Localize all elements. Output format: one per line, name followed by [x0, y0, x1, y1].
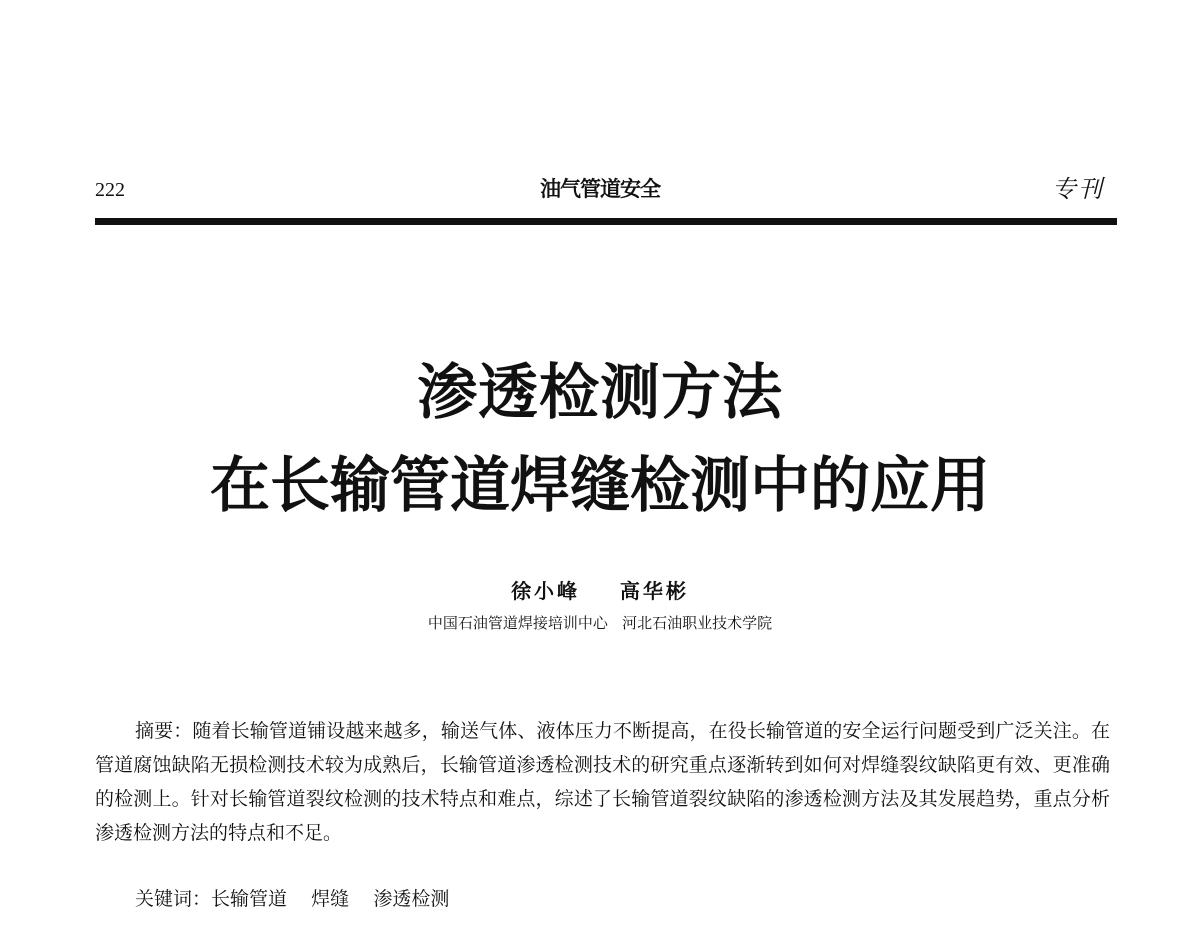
page-number: 222	[95, 179, 125, 201]
journal-name: 油气管道安全	[540, 177, 660, 201]
header-rule	[95, 218, 1117, 225]
affiliations: 中国石油管道焊接培训中心 河北石油职业技术学院	[427, 614, 773, 632]
abstract: 摘要：随着长输管道铺设越来越多，输送气体、液体压力不断提高，在役长输管道的安全运行问题受到广泛关注。在管道腐蚀缺陷无损检测技术较为成熟后，长输管道渗透检测技术的研究重点逐渐转到如何对焊缝裂纹缺陷更有效、更准确的检测上。针对长输管道裂纹检测的技术特点和难点，综述了长输管道裂纹缺陷的渗透检测方法及其发展趋势，重点分析渗透检测方法的特点和不足。	[95, 720, 1110, 844]
title-line-2: 在长输管道焊缝检测中的应用	[210, 451, 990, 521]
keywords: 关键词：长输管道 焊缝 渗透检测	[135, 888, 450, 910]
title-line-1: 渗透检测方法	[417, 358, 783, 428]
authors: 徐小峰 高华彬	[511, 579, 689, 603]
issue-label: 专刊	[1052, 175, 1104, 203]
